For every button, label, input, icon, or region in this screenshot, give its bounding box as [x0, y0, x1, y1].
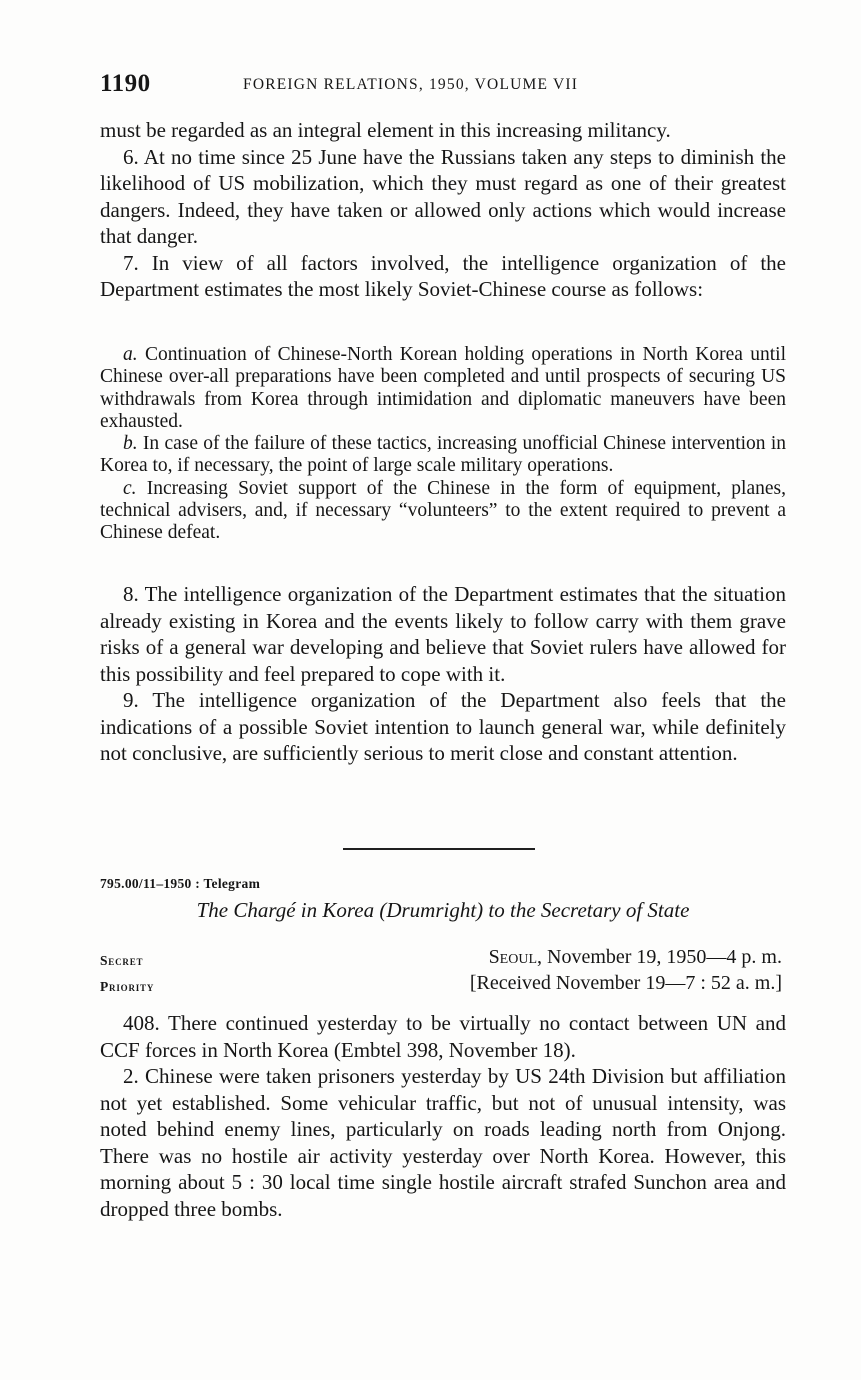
subparagraph-b-text: In case of the failure of these tactics, increasing unofficial Chinese intervention in Korea to, if necessary, the point of large scale military operations.	[100, 433, 786, 477]
dateline	[489, 946, 782, 969]
subparagraph-b	[100, 433, 786, 478]
running-head: FOREIGN RELATIONS, 1950, VOLUME VII	[243, 76, 579, 93]
subparagraph-a-letter: a.	[123, 344, 138, 365]
subparagraph-a	[100, 344, 786, 433]
subparagraph-c-text: Increasing Soviet support of the Chinese in the form of equipment, planes, technical advisers, and, if necessary “volunteers” to the extent required to prevent a Chinese defeat.	[100, 477, 786, 544]
paragraph-continuation: must be regarded as an integral element in this increasing militancy.	[100, 118, 671, 142]
page-number: 1190	[100, 70, 151, 97]
telegram-body	[100, 1010, 786, 1222]
body-section-bottom	[100, 581, 786, 767]
paragraph-2: 2. Chinese were taken prisoners yesterday by US 24th Division but affiliation not yet established. Some vehicular traffic, but not of unusual intensity, was noted behind enemy lines, particularly on roads leading north from Onjong. There was no hostile air activity yesterday over North Korea. However, this morning about 5 : 30 local time single hostile aircraft strafed Sunchon area and dropped three bombs.	[100, 1064, 786, 1221]
paragraph-6: 6. At no time since 25 June have the Russians taken any steps to diminish the likelihood of US mobilization, which they must regard as one of their greatest dangers. Indeed, they have taken or allowed only actions which would increase that danger.	[100, 144, 786, 248]
subparagraph-c	[100, 478, 786, 545]
paragraph-7: 7. In view of all factors involved, the intelligence organization of the Department estimates the most likely Soviet-Chinese course as follows:	[100, 250, 786, 301]
file-reference: 795.00/11–1950 : Telegram	[100, 876, 261, 891]
body-section-top	[100, 117, 786, 303]
dateline-place: Seoul	[488, 946, 538, 968]
received-note: [Received November 19—7 : 52 a. m.]	[469, 972, 782, 994]
paragraph-8: 8. The intelligence organization of the Department estimates that the situation already existing in Korea and the events likely to follow carry with them grave risks of a general war developing and believe that Soviet rulers have allowed for this possibility and feel prepared to cope with it.	[100, 582, 786, 686]
subparagraph-c-letter: c.	[123, 477, 137, 499]
section-divider	[343, 848, 535, 850]
page-header	[100, 70, 790, 100]
paragraph-408: 408. There continued yesterday to be virtually no contact between UN and CCF forces in North Korea (Embtel 398, November 18).	[100, 1011, 786, 1062]
subparagraph-a-text: Continuation of Chinese-North Korean holding operations in North Korea until Chinese over-all preparations have been completed and until prospects of securing US withdrawals from Korea through intimidation and diplomatic maneuvers have been exhausted.	[100, 344, 786, 432]
paragraph-9: 9. The intelligence organization of the Department also feels that the indications of a possible Soviet intention to launch general war, while definitely not conclusive, are sufficiently serious to merit close and constant attention.	[100, 688, 786, 765]
classification-label: Secret	[100, 953, 144, 968]
subparagraph-list	[100, 344, 786, 545]
priority-label: Priority	[100, 979, 155, 994]
dateline-date: , November 19, 1950—4 p. m.	[537, 946, 782, 968]
subparagraph-b-letter: b.	[123, 433, 138, 455]
document-title: The Chargé in Korea (Drumright) to the Secretary of State	[196, 898, 690, 922]
